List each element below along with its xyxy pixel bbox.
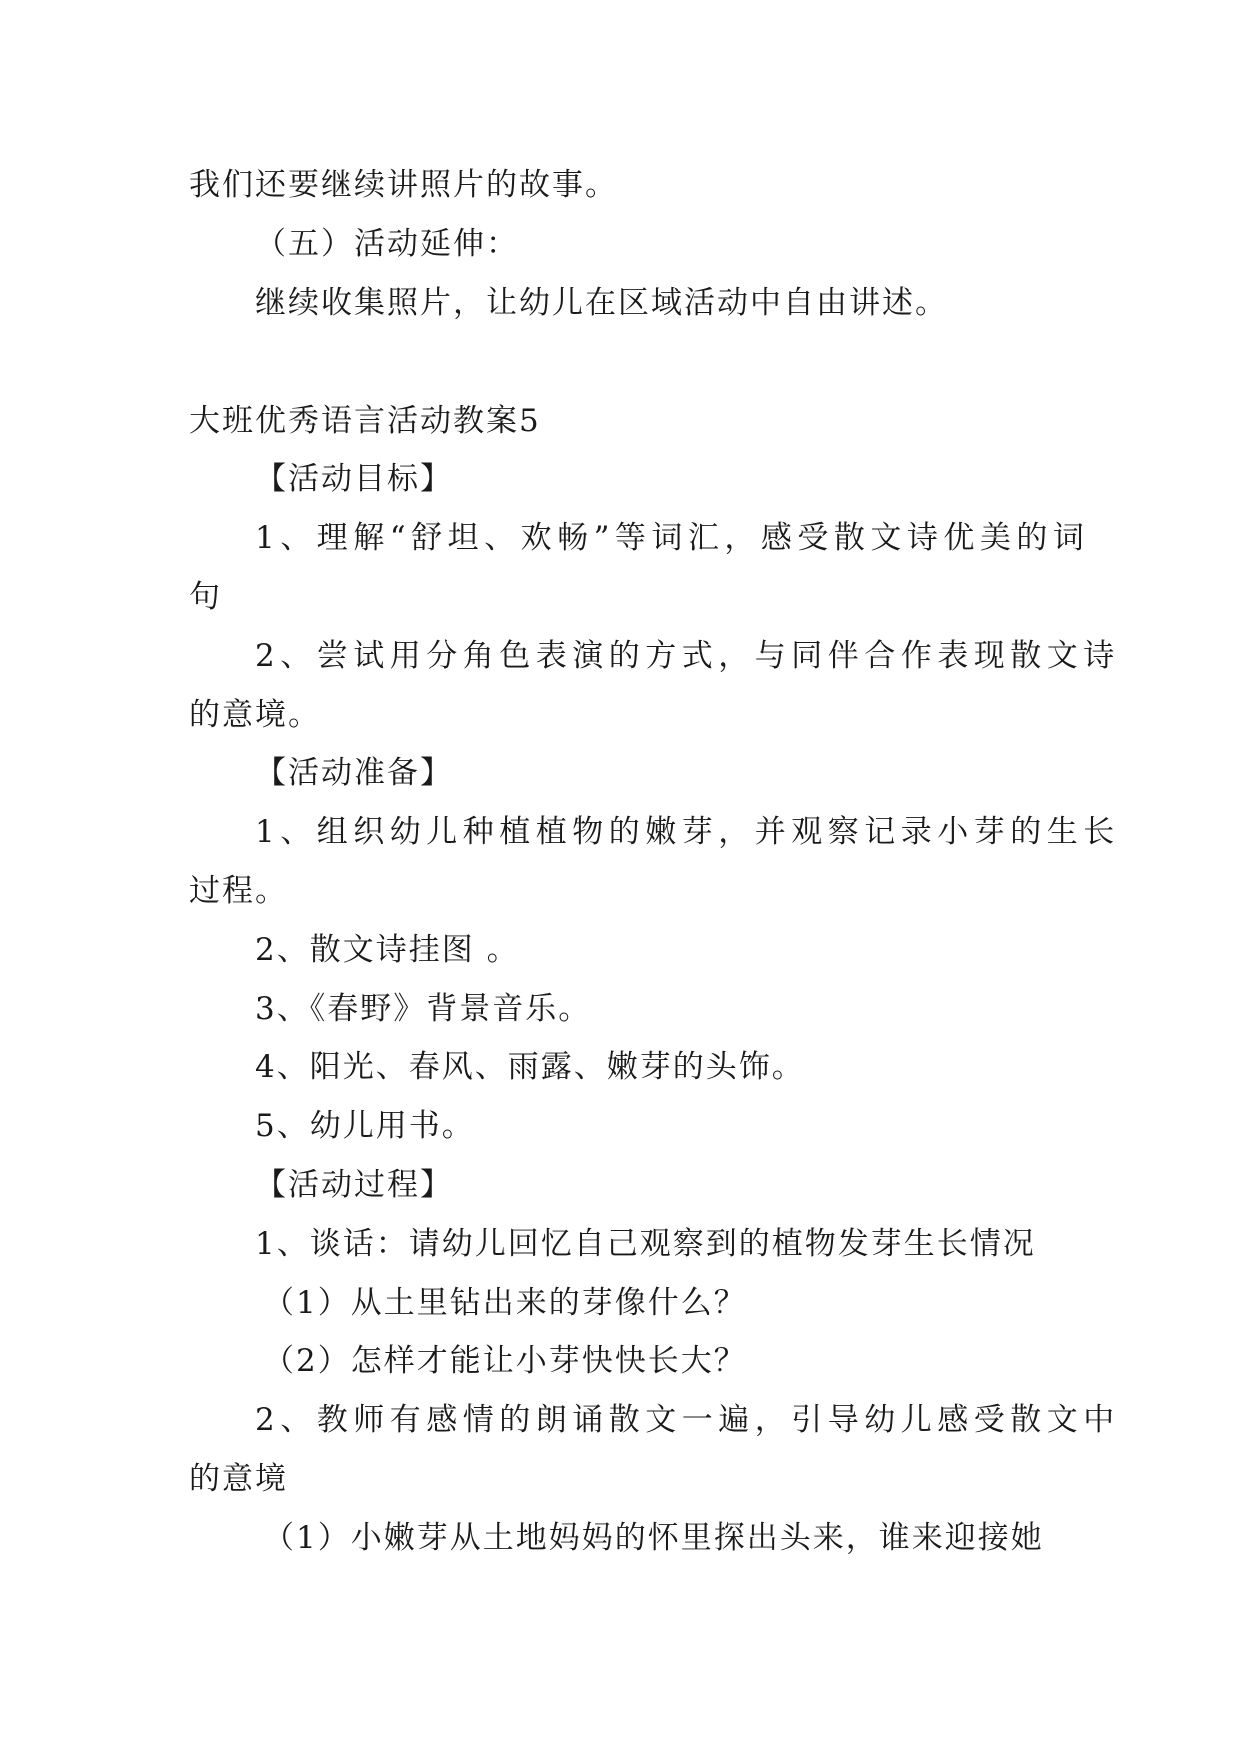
document-title: 大班优秀语言活动教案5 bbox=[189, 403, 541, 439]
section-heading: （五）活动延伸： bbox=[255, 226, 519, 262]
list-item: 1、组织幼儿种植植物的嫩芽，并观察记录小芽的生长 bbox=[255, 814, 1120, 850]
paragraph-line: 继续收集照片，让幼儿在区域活动中自由讲述。 bbox=[255, 285, 948, 321]
sub-list-item: （1）从土里钻出来的芽像什么？ bbox=[263, 1285, 747, 1321]
list-item: 5、幼儿用书。 bbox=[255, 1108, 475, 1144]
section-heading: 【活动过程】 bbox=[255, 1167, 453, 1203]
list-item: 1、谈话：请幼儿回忆自己观察到的植物发芽生长情况 bbox=[255, 1226, 1036, 1262]
list-item: 2、散文诗挂图 。 bbox=[255, 932, 520, 968]
paragraph-line: 我们还要继续讲照片的故事。 bbox=[189, 167, 618, 203]
list-item-continuation: 句 bbox=[189, 579, 222, 615]
list-item: 3、《春野》背景音乐。 bbox=[255, 991, 592, 1027]
list-item-continuation: 的意境 bbox=[189, 1461, 288, 1497]
section-heading: 【活动准备】 bbox=[255, 755, 453, 791]
list-item-continuation: 过程。 bbox=[189, 873, 288, 909]
list-item: 1、理解“舒坦、欢畅”等词汇，感受散文诗优美的词 bbox=[255, 520, 1090, 556]
list-item: 2、尝试用分角色表演的方式，与同伴合作表现散文诗 bbox=[255, 638, 1120, 674]
list-item: 4、阳光、春风、雨露、嫩芽的头饰。 bbox=[255, 1049, 805, 1085]
sub-list-item: （1）小嫩芽从土地妈妈的怀里探出头来，谁来迎接她 bbox=[263, 1520, 1044, 1556]
section-heading: 【活动目标】 bbox=[255, 461, 453, 497]
sub-list-item: （2）怎样才能让小芽快快长大？ bbox=[263, 1343, 747, 1379]
list-item-continuation: 的意境。 bbox=[189, 697, 321, 733]
list-item: 2、教师有感情的朗诵散文一遍，引导幼儿感受散文中 bbox=[255, 1402, 1120, 1438]
